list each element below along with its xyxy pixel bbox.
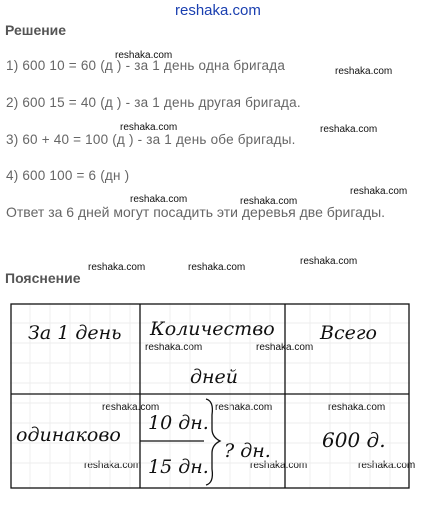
solution-heading: Решение [5,22,67,38]
watermark: reshaka.com [350,186,408,197]
watermark: reshaka.com [335,66,393,77]
watermark: reshaka.com [145,342,203,353]
days-unknown: ? дн. [224,440,271,462]
header-days: дней [190,366,239,388]
watermark: reshaka.com [188,262,246,273]
explanation-heading: Пояснение [5,270,81,286]
row-label-equal: одинаково [16,424,121,446]
watermark: reshaka.com [215,402,273,413]
watermark: reshaka.com [88,262,146,273]
watermark: reshaka.com [250,460,308,471]
watermark: reshaka.com [240,196,298,207]
watermark: reshaka.com [115,50,173,61]
header-quantity: Количество [150,318,275,340]
solution-line-1: 1) 600 10 = 60 (д ) - за 1 день одна бригада [6,58,286,73]
watermark: reshaka.com [300,256,358,267]
header-per-day: За 1 день [28,322,122,344]
header-total: Всего [320,322,377,344]
watermark: reshaka.com [84,460,142,471]
watermark: reshaka.com [102,402,160,413]
watermark: reshaka.com [320,124,378,135]
solution-line-4: 4) 600 100 = 6 (дн ) [6,168,130,183]
watermark: reshaka.com [256,342,314,353]
watermark: reshaka.com [130,194,188,205]
days-second-brigade: 15 дн. [148,456,209,478]
watermark: reshaka.com [120,122,178,133]
solution-line-3: 3) 60 + 40 = 100 (д ) - за 1 день обе бригады. [6,132,296,147]
answer-line: Ответ за 6 дней могут посадить эти деревья две бригады. [6,204,386,220]
site-title[interactable]: reshaka.com [175,2,261,19]
days-first-brigade: 10 дн. [148,412,209,434]
total-trees: 600 д. [322,428,386,452]
watermark: reshaka.com [358,460,416,471]
solution-line-2: 2) 600 15 = 40 (д ) - за 1 день другая бригада. [6,95,301,110]
watermark: reshaka.com [328,402,386,413]
